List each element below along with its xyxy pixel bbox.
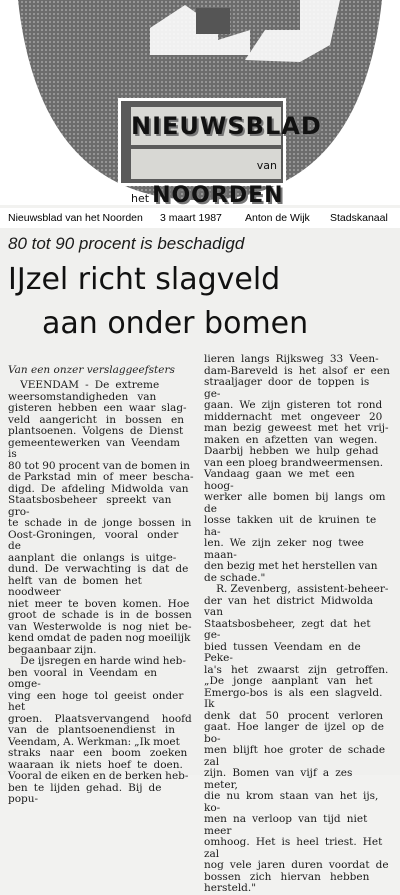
clipping-caption — [0, 208, 400, 228]
article-clipping — [0, 228, 400, 894]
headline-line-1: IJzel richt slagveld — [8, 262, 281, 297]
article-column-right: lieren langs Rijksweg 33 Veen- dam-Bareveld is het alsof er een straaljager door de toppen is ge- gaan. We zijn gisteren tot rond middernacht met ongeveer 20 man bezig geweest met het vrij- maken en afzetten van wegen. Daarbij hebben we hulp gehad van een ploeg brandweermensen. Vandaag gaan we met een hoog- werker alle bomen bij langs om de losse takken uit de kruinen te ha- len. We zijn zeker nog twee maan- den bezig met het herstellen van de schade." R. Zevenberg, assistent-beheer- der van het district Midwolda van Staatsbosbeheer, zegt dat het ge- bied tussen Veendam en de Peke- la's het zwaarst zijn getroffen. „De jonge aanplant van het Emergo-bos is als een slagveld. Ik denk dat 50 procent verloren gaat. Hoe langer de ijzel op de bo- men blijft hoe groter de schade zal zijn. Bomen van vijf a zes meter, die nu krom staan van het ijs, ko- men na verloop van tijd niet meer omhoog. Het is heel triest. Het zal nog vele jaren duren voordat de bossen zich hiervan hebben hersteld." — [204, 353, 390, 894]
newspaper-logo — [118, 98, 322, 205]
article-byline: Van een onzer verslaggeefsters — [8, 364, 175, 376]
logo-vanhet: van het — [131, 159, 277, 205]
caption-newspaper: Nieuwsblad van het Noorden — [8, 212, 143, 224]
article-kicker: 80 tot 90 procent is beschadigd — [8, 234, 245, 253]
newspaper-masthead — [0, 0, 400, 205]
map-block — [196, 8, 230, 34]
logo-noorden: NOORDEN — [152, 183, 284, 205]
headline-line-2: aan onder bomen — [42, 306, 309, 341]
article-headline — [8, 258, 392, 346]
caption-date: 3 maart 1987 — [160, 212, 222, 224]
article-column-left: VEENDAM - De extreme weersomstandigheden van gisteren hebben een waar slag- veld aangericht in bossen en plantsoenen. Volgens de Dienst gemeentewerken van Veendam is 80 tot 90 procent van de bomen in de Parkstad min of meer bescha- digd. De afdeling Midwolda van Staatsbosbeheer spreekt van gro- te schade in de jonge bossen in Oost-Groningen, vooral onder de aanplant die onlangs is uitge- dund. De verwachting is dat de helft van de bomen het noodweer niet meer te boven komen. Hoe groot de schade is in de bossen van Westerwolde is nog niet be- kend omdat de paden nog moeilijk begaanbaar zijn. De ijsregen en harde wind heb- ben vooral in Veendam en omge- ving een hoge tol geeist onder het groen. Plaatsvervangend hoofd van de plantsoenendienst in Veendam, A. Werkman: „Ik moet straks naar een boom zoeken waaraan ik niets hoef te doen. Vooral de eiken en de berken heb- ben te lijden gehad. Bij de popu- — [8, 379, 194, 805]
logo-subtitle — [131, 149, 284, 205]
caption-author: Anton de Wijk — [245, 212, 310, 224]
logo-title: NIEUWSBLAD — [131, 107, 281, 145]
caption-place: Stadskanaal — [330, 212, 388, 224]
